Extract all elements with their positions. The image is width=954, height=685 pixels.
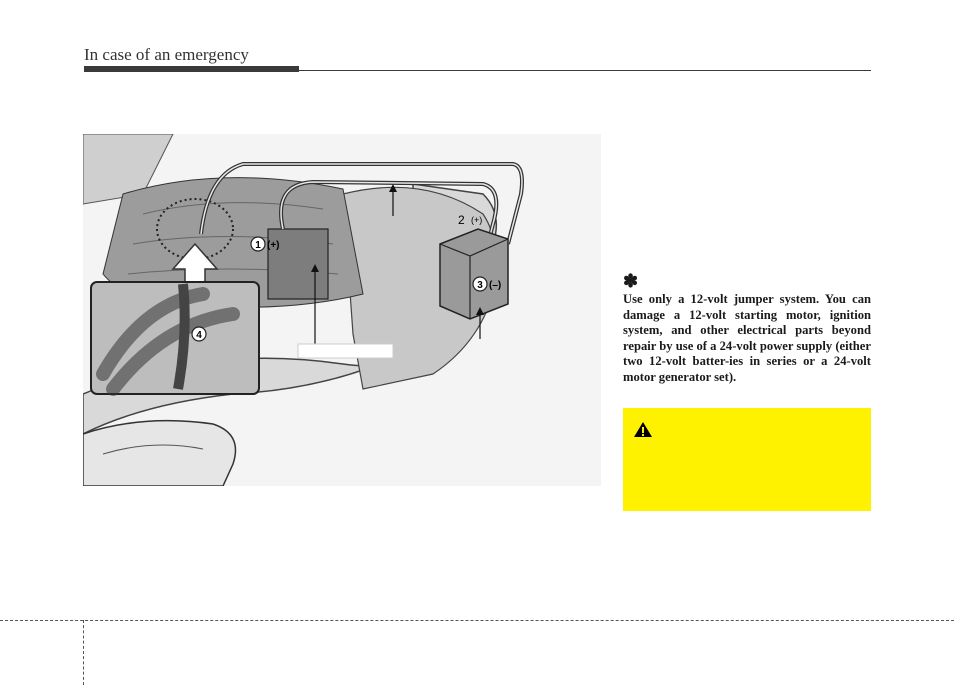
svg-text:(+): (+)	[267, 240, 280, 251]
svg-text:2: 2	[458, 213, 465, 227]
footer-rule	[0, 620, 954, 621]
callout-4	[192, 327, 206, 341]
note-text: Use only a 12-volt jumper system. You can damage a 12-volt starting motor, ignition system, and other electrical parts beyond repair by use of a 24-volt power supply (either two 12-volt batter-ies in series or a 24-volt motor generator set).	[623, 292, 871, 384]
warning-triangle-icon	[633, 421, 653, 438]
jump-start-illustration	[83, 134, 601, 486]
note-asterisk-icon: ✽	[623, 271, 639, 291]
booster-battery	[440, 229, 508, 319]
svg-text:(+): (+)	[471, 215, 483, 225]
page-section-title: In case of an emergency	[84, 45, 249, 64]
footer-margin-line	[83, 620, 84, 685]
svg-text:(–): (–)	[489, 280, 502, 291]
callout-2	[458, 213, 482, 227]
header-accent-bar	[84, 66, 299, 72]
warning-box	[623, 408, 871, 511]
figure-label-box	[298, 344, 393, 358]
svg-text:1: 1	[255, 240, 261, 251]
information-note	[623, 272, 871, 386]
svg-text:3: 3	[477, 280, 483, 291]
header-rule	[299, 70, 871, 71]
svg-text:4: 4	[196, 330, 202, 341]
